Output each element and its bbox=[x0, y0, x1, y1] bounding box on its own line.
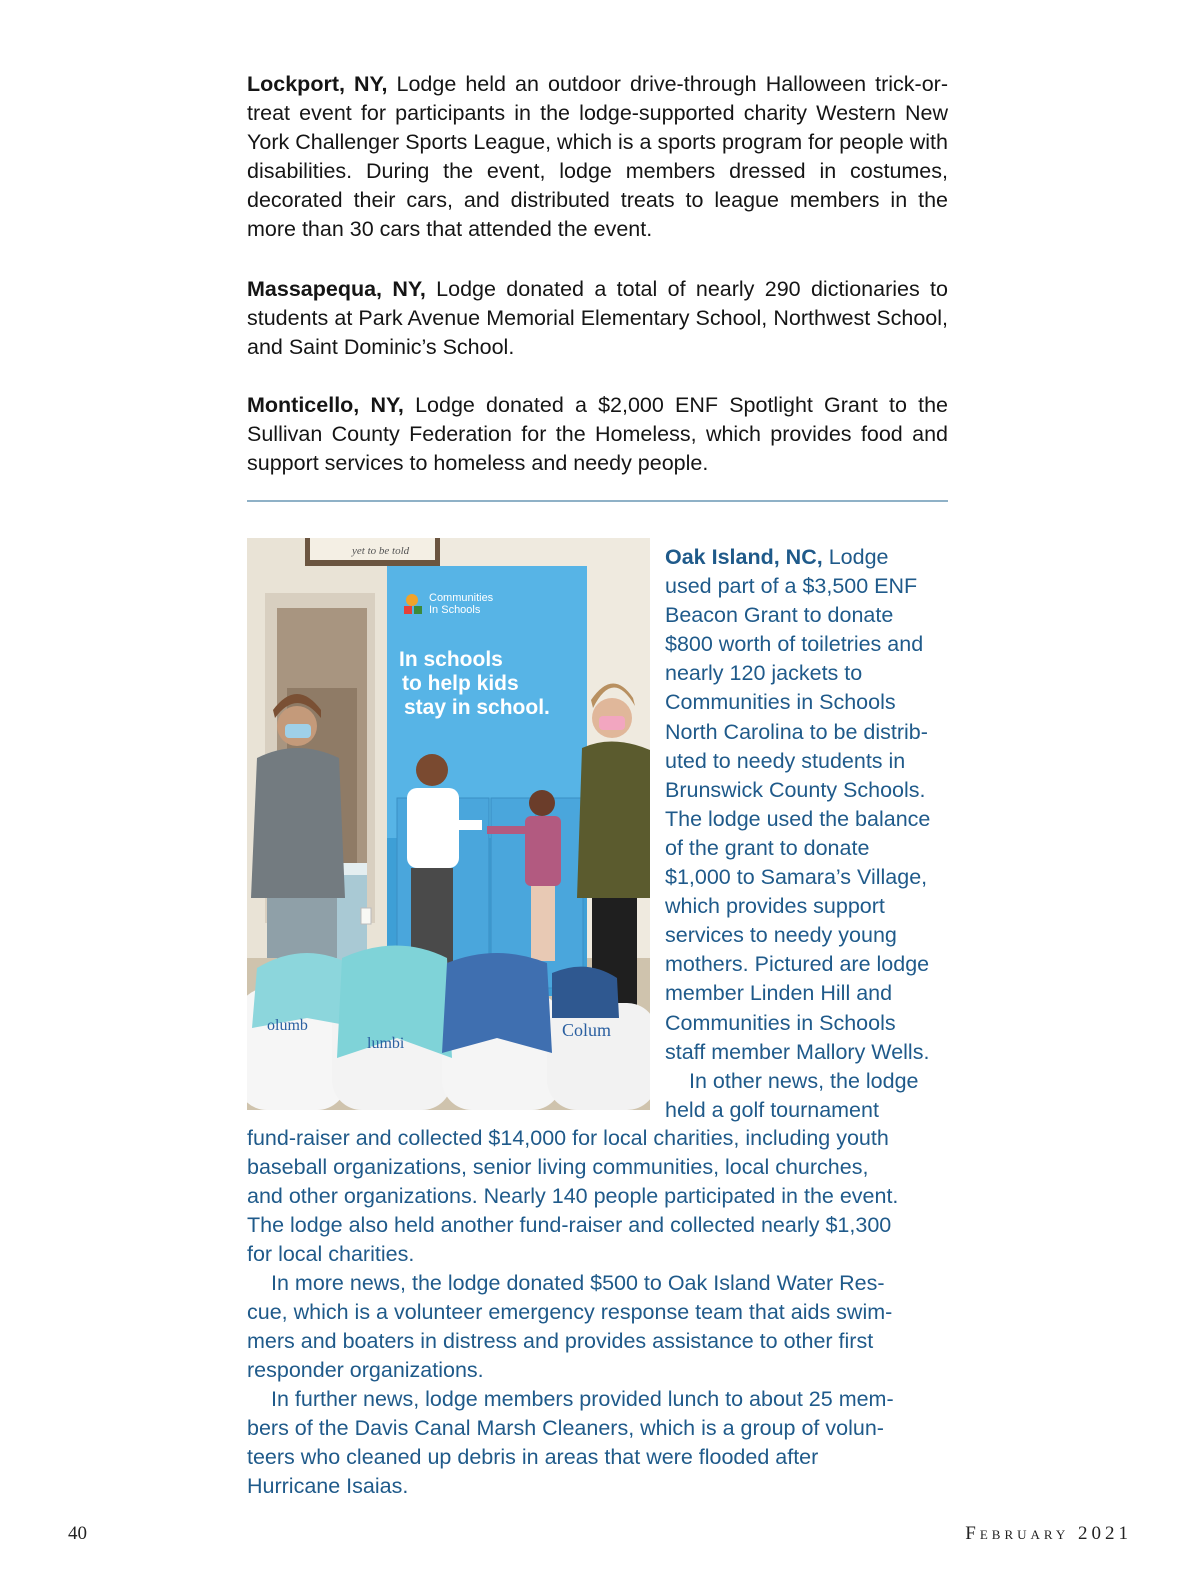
banner-slogan-2: to help kids bbox=[402, 672, 519, 695]
page-number: 40 bbox=[68, 1523, 87, 1544]
article-line: The lodge also held another fund-raiser and collected nearly $1,300 bbox=[247, 1213, 892, 1237]
article-place: Massapequa, NY, bbox=[247, 277, 426, 301]
featured-photo bbox=[247, 538, 650, 1110]
article-line: held a golf tournament bbox=[665, 1097, 879, 1122]
article-line: fund-raiser and collected $14,000 for local charities, including youth bbox=[247, 1126, 889, 1150]
featured-article-continued bbox=[247, 1124, 948, 1501]
article-text: Lodge held an outdoor drive-through Halloween trick-or-treat event for participants in the lodge-supported charity Western New York Challenger Sports League, which is a sports program for people with disabilities. During the event, lodge members dressed in costumes, decorated their cars, and distributed treats to league members in the more than 30 cars that attended the event. bbox=[247, 72, 948, 241]
article-line: Hurricane Isaias. bbox=[247, 1474, 409, 1498]
photo-illustration bbox=[247, 538, 650, 1110]
article-line: used part of a $3,500 ENF bbox=[665, 574, 918, 599]
article-line: mothers. Pictured are lodge bbox=[665, 952, 930, 977]
article-line: Oak Island, NC, Lodge bbox=[665, 545, 889, 569]
article-line: Beacon Grant to donate bbox=[665, 603, 894, 628]
article-line: $1,000 to Samara’s Village, bbox=[665, 865, 928, 890]
article-place: Monticello, NY, bbox=[247, 393, 404, 417]
article-line: Brunswick County Schools. bbox=[665, 777, 926, 802]
article-text: Lodge donated a total of nearly 290 dictionaries to students at Park Avenue Memorial Elementary School, Northwest School, and Saint Dominic’s School. bbox=[247, 277, 948, 359]
featured-place: Oak Island, NC, bbox=[665, 545, 823, 569]
article-line: and other organizations. Nearly 140 people participated in the event. bbox=[247, 1184, 899, 1208]
article-line: services to needy young bbox=[665, 923, 897, 948]
article-line: of the grant to donate bbox=[665, 835, 870, 860]
article-line: which provides support bbox=[665, 894, 885, 919]
bag-text-1: olumb bbox=[267, 1017, 308, 1034]
article-line: The lodge used the balance bbox=[665, 806, 931, 831]
article-line: staff member Mallory Wells. bbox=[665, 1039, 930, 1064]
banner-slogan-3: stay in school. bbox=[404, 696, 550, 719]
article-line: uted to needy students in bbox=[665, 748, 906, 773]
article-line: member Linden Hill and bbox=[665, 981, 893, 1006]
article-line: baseball organizations, senior living communities, local churches, bbox=[247, 1155, 869, 1179]
article-place: Lockport, NY, bbox=[247, 72, 388, 96]
article-line: North Carolina to be distrib- bbox=[665, 719, 928, 744]
article-line: teers who cleaned up debris in areas that were flooded after bbox=[247, 1445, 819, 1469]
article-line: cue, which is a volunteer emergency response team that aids swim- bbox=[247, 1300, 893, 1324]
article-massapequa bbox=[247, 275, 948, 362]
article-line: In further news, lodge members provided lunch to about 25 mem- bbox=[271, 1387, 894, 1411]
article-line: $800 worth of toiletries and bbox=[665, 632, 924, 657]
banner-org-line2: In Schools bbox=[429, 604, 481, 616]
article-line: for local charities. bbox=[247, 1242, 415, 1266]
issue-date: February 2021 bbox=[965, 1523, 1132, 1544]
section-divider bbox=[247, 500, 948, 502]
article-line: In other news, the lodge bbox=[689, 1068, 919, 1093]
article-lockport bbox=[247, 70, 948, 244]
sign-text: yet to be told bbox=[352, 545, 410, 557]
article-line: bers of the Davis Canal Marsh Cleaners, which is a group of volun- bbox=[247, 1416, 884, 1440]
bag-text-2: lumbi bbox=[367, 1035, 405, 1052]
article-line: nearly 120 jackets to bbox=[665, 661, 863, 686]
article-line: responder organizations. bbox=[247, 1358, 484, 1382]
article-monticello bbox=[247, 391, 948, 478]
donation-bags bbox=[247, 946, 650, 1111]
article-line: Communities in Schools bbox=[665, 690, 896, 715]
banner-slogan-1: In schools bbox=[399, 648, 503, 671]
featured-article-side bbox=[665, 543, 955, 1125]
article-line: mers and boaters in distress and provides assistance to other first bbox=[247, 1329, 874, 1353]
bag-text-3: Colum bbox=[562, 1020, 612, 1040]
article-line: Communities in Schools bbox=[665, 1010, 896, 1035]
article-line: In more news, the lodge donated $500 to Oak Island Water Res- bbox=[271, 1271, 885, 1295]
article-text: Lodge donated a $2,000 ENF Spotlight Grant to the Sullivan County Federation for the Homeless, which provides food and support services to homeless and needy people. bbox=[247, 393, 948, 475]
banner-org-line1: Communities bbox=[429, 592, 494, 604]
